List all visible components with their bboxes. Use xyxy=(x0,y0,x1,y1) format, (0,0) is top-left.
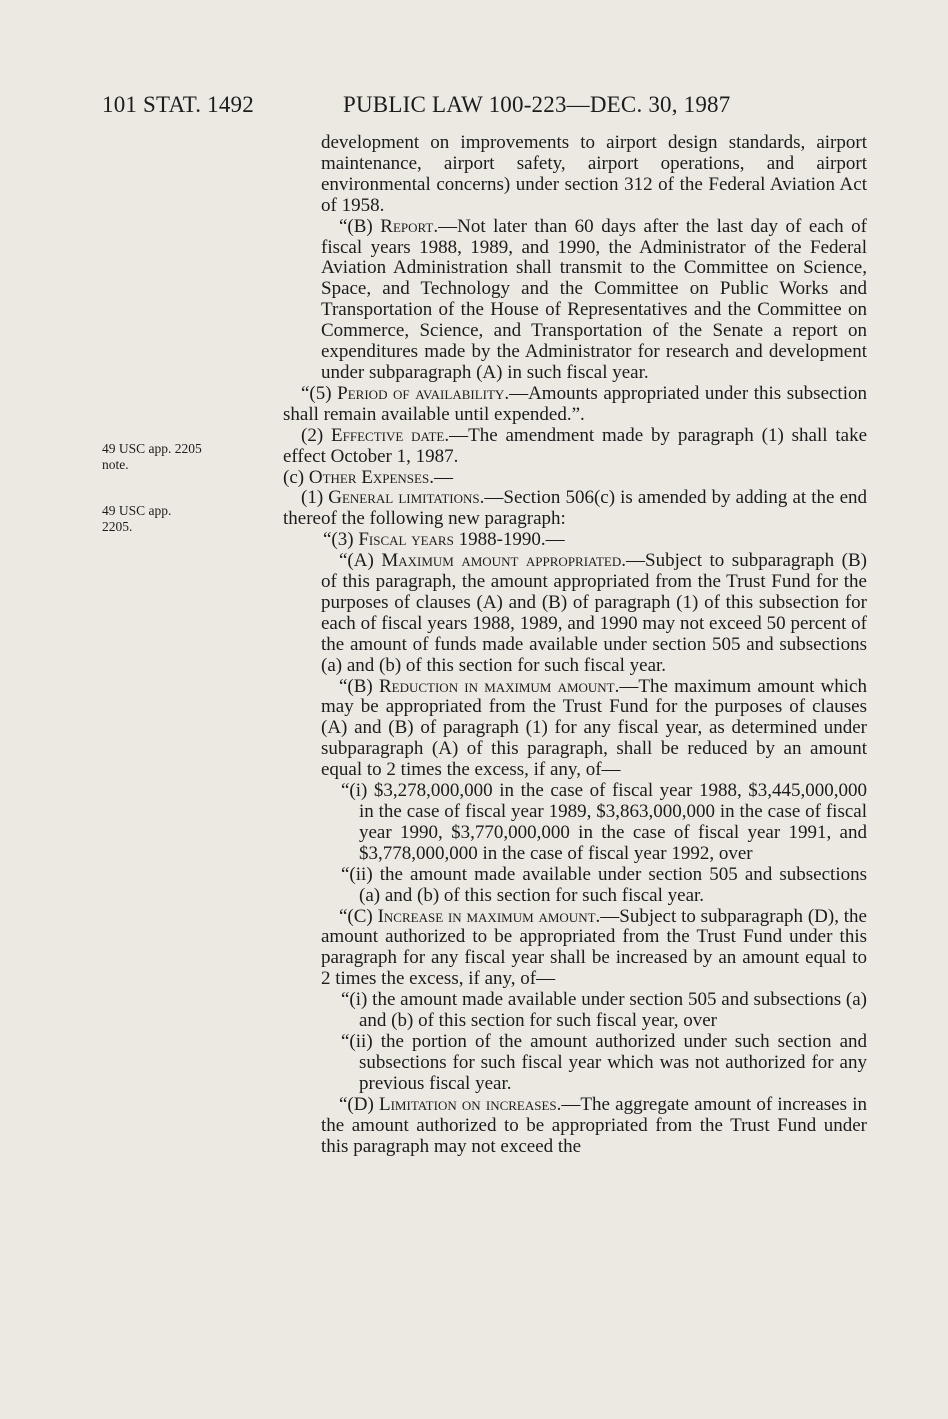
paragraph xyxy=(283,384,867,426)
margin-note: 49 USC app. 2205. xyxy=(102,503,172,534)
margin-note: 49 USC app. 2205 note. xyxy=(102,441,202,472)
paragraph xyxy=(283,426,867,468)
paragraph-lead: “(5) xyxy=(301,382,338,404)
paragraph xyxy=(283,551,867,676)
paragraph xyxy=(283,530,867,551)
paragraph-text: .— xyxy=(429,466,453,488)
paragraph: “(i) $3,278,000,000 in the case of fiscal year 1988, $3,445,000,000 in the case of fiscal year 1989, $3,863,000,000 in the case of fiscal year 1990, $3,770,000,000 in the case of fiscal year 1991, and $3,778,000,000 in the case of fiscal year 1992, over xyxy=(341,780,867,864)
body-text xyxy=(283,133,867,1157)
paragraph xyxy=(283,677,867,782)
paragraph-text: .—Amounts appropriated under this subsection shall remain available until expended.”. xyxy=(283,382,867,425)
paragraph-lead: (1) xyxy=(301,487,329,509)
paragraph-heading: Increase in maximum amount xyxy=(377,905,596,927)
paragraph: “(ii) the portion of the amount authorized under such section and subsections for such fiscal year which was not authorized for any previous fiscal year. xyxy=(341,1030,867,1094)
paragraph-lead: (2) xyxy=(301,424,332,446)
paragraph-heading: Period of availability xyxy=(337,382,505,404)
paragraph-text: .—The amendment made by paragraph (1) shall take effect October 1, 1987. xyxy=(283,424,867,467)
paragraph-text: .—Subject to subparagraph (D), the amount authorized to be appropriated from the Trust Fund under this paragraph for any fiscal year shall be increased by an amount equal to 2 times the excess, if any, of— xyxy=(321,905,867,990)
paragraph-text: .— xyxy=(540,529,565,551)
paragraph-heading: Report xyxy=(380,215,434,237)
paragraph-text: .—Not later than 60 days after the last day of each of fiscal years 1988, 1989, and 1990, the Administrator of the Federal Aviation Administration shall transmit to the Committee on Science, Space, and Technology and the Committee on Public Works and Transportation of the House of Representatives and the Committee on Commerce, Science, and Transportation of the Senate a report on expenditures made by the Administrator for research and development under subparagraph (A) in such fiscal year. xyxy=(321,215,867,383)
paragraph-text: .—The aggregate amount of increases in the amount authorized to be appropriated from the Trust Fund under this paragraph may not exceed the xyxy=(321,1093,867,1157)
page-stat-number: 101 STAT. 1492 xyxy=(102,92,254,117)
paragraph-heading: Fiscal years 1988-1990 xyxy=(358,529,541,551)
paragraph: “(i) the amount made available under section 505 and subsections (a) and (b) of this section for such fiscal year, over xyxy=(341,989,867,1032)
paragraph xyxy=(283,907,867,991)
paragraph: development on improvements to airport design standards, airport maintenance, airport safety, airport operations, and airport environmental concerns) under section 312 of the Federal Aviation Act of 1958. xyxy=(321,132,867,216)
paragraph xyxy=(283,1095,867,1158)
paragraph-lead: “(3) xyxy=(323,529,359,551)
paragraph-lead: “(B) xyxy=(339,215,381,237)
paragraph xyxy=(283,217,867,384)
paragraph-heading: Limitation on increases xyxy=(379,1093,557,1115)
paragraph-heading: Maximum amount appropriated xyxy=(381,550,622,572)
paragraph-lead: (c) xyxy=(283,466,309,488)
paragraph-text: .—Section 506(c) is amended by adding at the end thereof the following new paragraph: xyxy=(283,487,867,530)
paragraph-heading: General limitations xyxy=(328,487,480,509)
paragraph-lead: “(C) xyxy=(339,905,378,927)
paragraph: “(ii) the amount made available under section 505 and subsections (a) and (b) of this section for such fiscal year. xyxy=(341,863,867,906)
paragraph-text: .—Subject to subparagraph (B) of this paragraph, the amount appropriated from the Trust Fund for the purposes of clauses (A) and (B) of paragraph (1) of this subsection for each of fiscal years 1988, 1989, and 1990 may not exceed 50 percent of the amount of funds made available under section 505 and subsections (a) and (b) of this section for such fiscal year. xyxy=(321,550,867,676)
paragraph-lead: “(B) xyxy=(339,675,379,697)
paragraph-lead: “(D) xyxy=(339,1093,379,1115)
page-title: PUBLIC LAW 100-223—DEC. 30, 1987 xyxy=(343,92,731,117)
paragraph-heading: Effective date xyxy=(331,424,445,446)
paragraph-heading: Other Expenses xyxy=(308,466,430,488)
paragraph xyxy=(283,488,867,530)
paragraph-lead: “(A) xyxy=(339,550,382,572)
paragraph xyxy=(283,468,867,489)
paragraph-heading: Reduction in maximum amount xyxy=(378,675,615,697)
paragraph-text: .—The maximum amount which may be appropriated from the Trust Fund for the purposes of clauses (A) and (B) of paragraph (1) for any fiscal year, as determined under subparagraph (A) of this paragraph, shall be reduced by an amount equal to 2 times the excess, if any, of— xyxy=(321,675,867,781)
